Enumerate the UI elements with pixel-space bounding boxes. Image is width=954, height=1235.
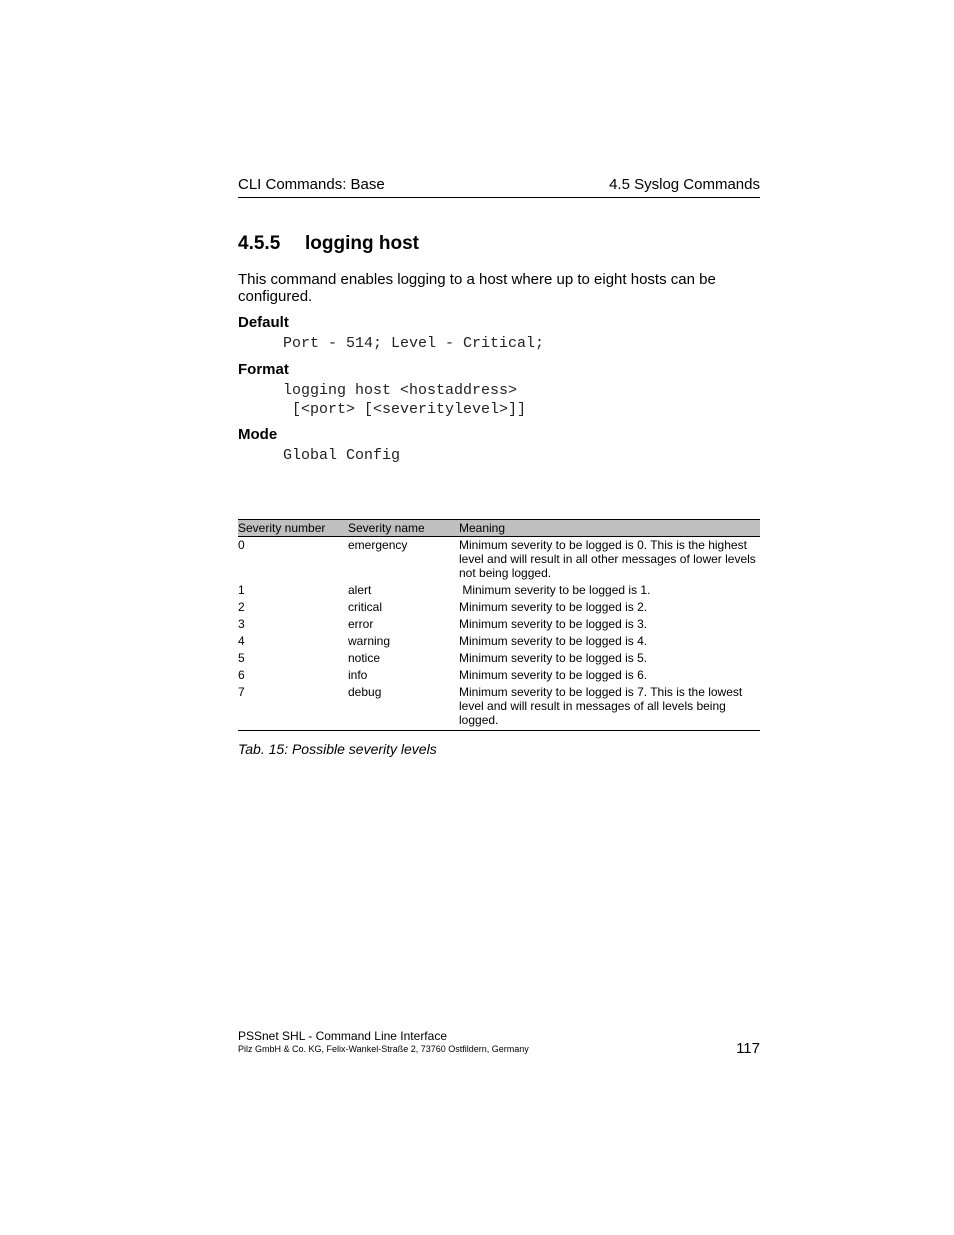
default-code: Port - 514; Level - Critical; <box>283 335 545 352</box>
table-row <box>238 537 760 584</box>
intro-paragraph: This command enables logging to a host where up to eight hosts can be configured. <box>238 271 716 305</box>
severity-meaning: Minimum severity to be logged is 2. <box>459 600 648 614</box>
running-header <box>238 176 760 198</box>
mode-label: Mode <box>238 426 278 443</box>
severity-name: notice <box>348 651 381 665</box>
table-row <box>238 668 760 685</box>
column-header-severity-name: Severity name <box>348 520 459 537</box>
mode-code: Global Config <box>283 447 401 464</box>
table-row <box>238 685 760 731</box>
severity-number: 5 <box>238 651 245 665</box>
document-page <box>238 0 760 1235</box>
header-chapter: CLI Commands: Base <box>238 176 385 193</box>
column-header-meaning: Meaning <box>459 520 760 537</box>
table-header-row <box>238 520 760 537</box>
severity-number: 3 <box>238 617 245 631</box>
severity-number: 7 <box>238 685 348 731</box>
default-label: Default <box>238 314 289 331</box>
severity-meaning: Minimum severity to be logged is 4. <box>459 634 648 648</box>
severity-number: 0 <box>238 538 245 552</box>
footer-document-title: PSSnet SHL - Command Line Interface <box>238 1029 447 1043</box>
column-header-severity-number: Severity number <box>238 520 348 537</box>
table-row <box>238 583 760 600</box>
table-row <box>238 600 760 617</box>
section-heading <box>238 233 419 255</box>
severity-meaning: Minimum severity to be logged is 1. <box>459 583 651 597</box>
severity-name: error <box>348 617 374 631</box>
section-number: 4.5.5 <box>238 233 281 254</box>
format-code: logging host <hostaddress> [<port> [<severitylevel>]] <box>283 382 527 418</box>
footer-address: Pilz GmbH & Co. KG, Felix-Wankel-Straße 2, 73760 Ostfildern, Germany <box>238 1044 529 1054</box>
severity-number: 2 <box>238 600 245 614</box>
severity-number: 6 <box>238 668 245 682</box>
severity-meaning: Minimum severity to be logged is 0. This is the highest level and will result in all other messages of lower levels not being logged. <box>459 538 756 580</box>
table-caption: Tab. 15: Possible severity levels <box>238 741 437 757</box>
severity-name: debug <box>348 685 459 731</box>
severity-name: info <box>348 668 368 682</box>
severity-name: emergency <box>348 538 408 552</box>
severity-name: alert <box>348 583 372 597</box>
severity-meaning: Minimum severity to be logged is 6. <box>459 668 648 682</box>
severity-meaning: Minimum severity to be logged is 7. This is the lowest level and will result in messages of all levels being logged. <box>459 685 760 731</box>
severity-number: 4 <box>238 634 245 648</box>
severity-name: warning <box>348 634 391 648</box>
severity-table <box>238 519 760 731</box>
severity-name: critical <box>348 600 383 614</box>
table-row <box>238 634 760 651</box>
table-row <box>238 651 760 668</box>
severity-meaning: Minimum severity to be logged is 5. <box>459 651 648 665</box>
page-number: 117 <box>736 1040 760 1057</box>
severity-number: 1 <box>238 583 245 597</box>
format-label: Format <box>238 361 289 378</box>
severity-meaning: Minimum severity to be logged is 3. <box>459 617 648 631</box>
table-row <box>238 617 760 634</box>
header-section: 4.5 Syslog Commands <box>609 176 760 193</box>
section-title: logging host <box>305 233 419 254</box>
